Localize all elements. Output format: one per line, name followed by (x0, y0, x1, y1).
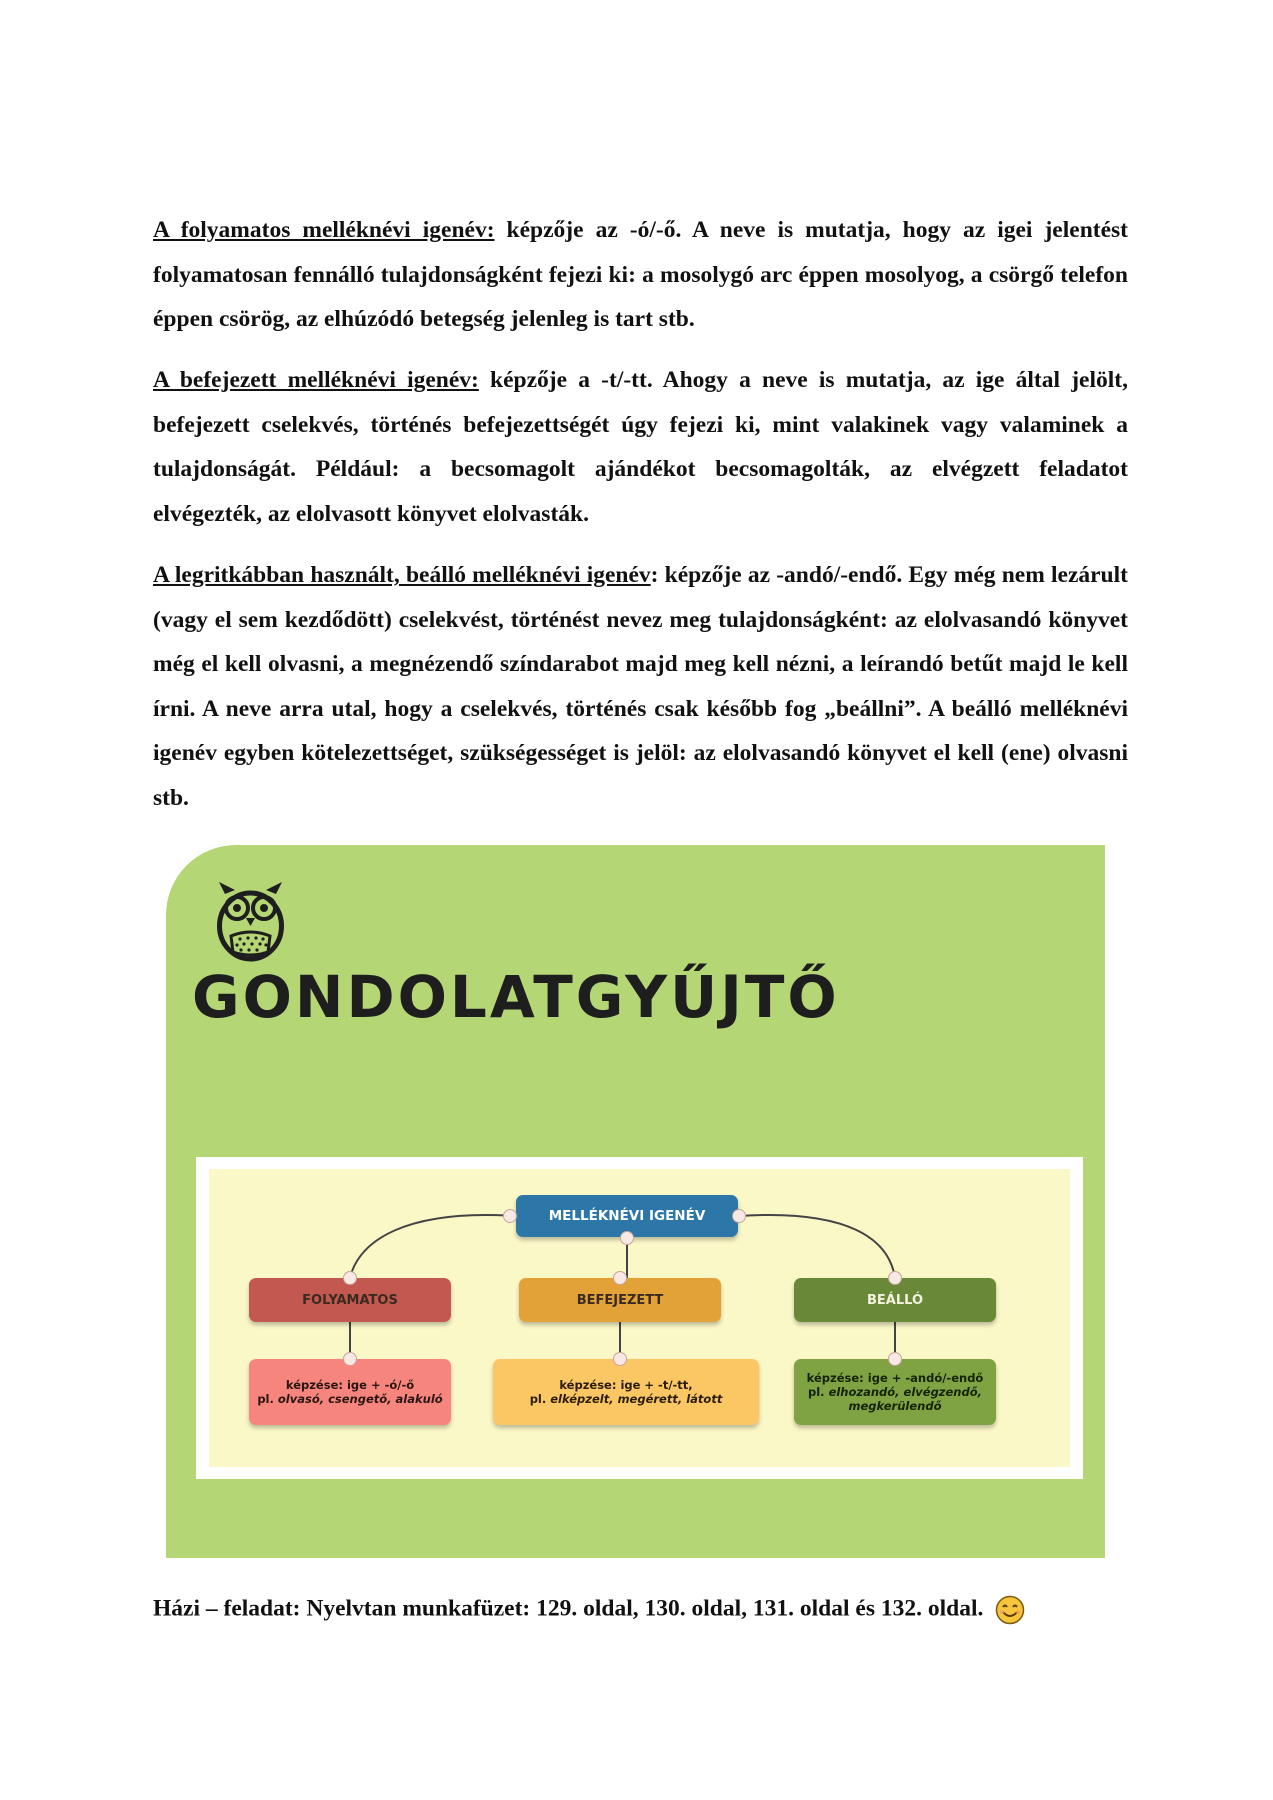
mind-map-canvas (209, 1169, 1070, 1467)
mind-map-graphic (166, 845, 1105, 1558)
leaf-folyamatos (249, 1359, 451, 1425)
leaf-example-prefix: pl. (529, 1392, 547, 1406)
leaf-rule: képzése: ige + -andó/-endő (806, 1371, 984, 1385)
connector-dot (613, 1271, 627, 1285)
leaf-examples (530, 1392, 723, 1406)
connector-dot (888, 1352, 902, 1366)
connector-dot (343, 1271, 357, 1285)
leaf-example-prefix: pl. (257, 1392, 274, 1406)
leaf-example-words: olvasó, csengető, alakuló (277, 1392, 443, 1406)
connector-dot (613, 1352, 627, 1366)
paragraph-folyamatos (153, 208, 1128, 342)
graphic-title: GONDOLATGYŰJTŐ (192, 963, 840, 1031)
paragraph-bealló (153, 553, 1128, 820)
leaf-example-prefix: pl. (808, 1385, 825, 1399)
paragraph-body: képzője a -t/-tt. Ahogy a neve is mutatja, az ige által jelölt, befejezett cselekvés, történés befejezettségét úgy fejezi ki, mint valakinek vagy valaminek a tulajdonságát. Például: a becsomagolt ajándékot becsomagolták, az elvégzett feladatot elvégezték, az elolvasott könyvet elolvasták. (153, 367, 1128, 527)
connector-dot (732, 1209, 746, 1223)
paragraph-lead: A legritkábban használt, beálló melléknévi igenév (153, 562, 651, 588)
paragraph-body: : képzője az -andó/-endő. Egy még nem lezárult (vagy el sem kezdődött) cselekvést, történést nevez meg tulajdonságként: az elolvasandó könyvet még el kell olvasni, a megnézendő színdarabot majd meg kell nézni, a leírandó betűt majd le kell írni. A neve arra utal, hogy a cselekvés, történés csak később fog „beállni”. A beálló melléknévi igenév egyben kötelezettséget, szükségességet is jelöl: az elolvasandó könyvet el kell (ene) olvasni stb. (153, 562, 1128, 811)
paragraph-lead: A folyamatos melléknévi igenév: (153, 217, 495, 243)
leaf-example-words: elhozandó, elvégzendő, megkerülendő (828, 1385, 982, 1413)
leaf-rule: képzése: ige + -t/-tt, (559, 1378, 693, 1392)
leaf-examples (800, 1385, 990, 1413)
homework-text: Házi – feladat: Nyelvtan munkafüzet: 129. oldal, 130. oldal, 131. oldal és 132. oldal. (153, 1595, 984, 1622)
connector-dot (343, 1352, 357, 1366)
connector-dot (620, 1231, 634, 1245)
node-folyamatos: FOLYAMATOS (249, 1278, 451, 1322)
mind-map-panel (196, 1157, 1083, 1479)
leaf-rule: képzése: ige + -ó/-ő (285, 1378, 415, 1392)
owl-icon (213, 880, 288, 962)
leaf-example-words: elképzelt, megérett, látott (550, 1392, 723, 1406)
paragraph-body: képzője az -ó/-ő. A neve is mutatja, hogy az igei jelentést folyamatosan fennálló tulajdonságként fejezi ki: a mosolygó arc éppen mosolyog, a csörgő telefon éppen csörög, az elhúzódó betegség jelenleg is tart stb. (153, 217, 1128, 332)
node-root: MELLÉKNÉVI IGENÉV (516, 1195, 738, 1237)
connector-dot (503, 1209, 517, 1223)
connector-dot (888, 1271, 902, 1285)
paragraph-lead: A befejezett melléknévi igenév: (153, 367, 479, 393)
smiley-icon (995, 1595, 1025, 1625)
paragraph-befejezett (153, 358, 1128, 536)
homework-line (153, 1595, 1025, 1625)
node-befejezett: BEFEJEZETT (519, 1278, 721, 1322)
leaf-befejezett (493, 1359, 759, 1425)
leaf-examples (257, 1392, 442, 1406)
leaf-bealló (794, 1359, 996, 1425)
node-bealló: BEÁLLÓ (794, 1278, 996, 1322)
